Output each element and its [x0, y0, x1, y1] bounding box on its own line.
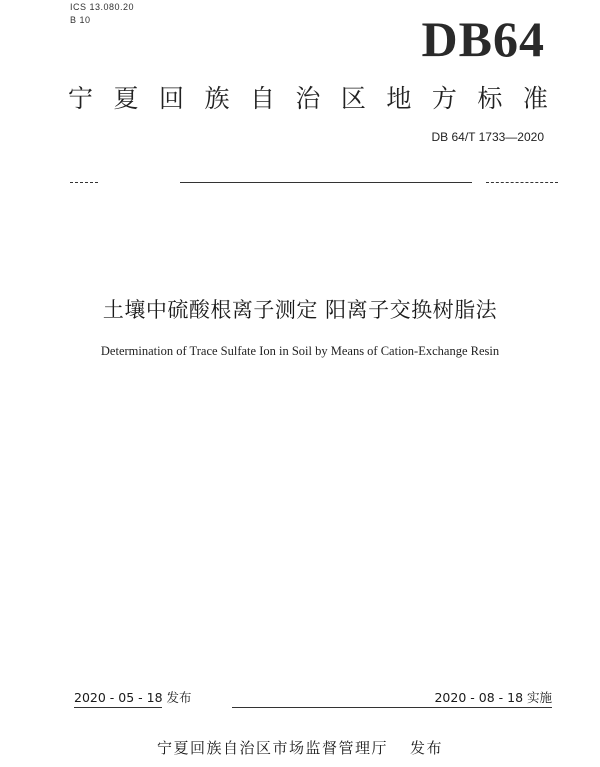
issuer-name: 宁夏回族自治区市场监督管理厅	[156, 739, 388, 757]
ccs-code: B 10	[70, 15, 91, 25]
issue-date: 2020 - 05 - 18 发布	[74, 690, 192, 705]
standard-type-char: 自	[249, 84, 275, 113]
standard-type-char: 族	[204, 84, 230, 113]
issuing-authority	[0, 737, 600, 758]
standard-type-char: 方	[431, 84, 457, 113]
header-divider-right	[486, 182, 558, 183]
header-divider-main	[180, 182, 472, 183]
db-standard-mark: DB64	[421, 11, 545, 67]
standard-number: DB 64/T 1733—2020	[431, 130, 544, 144]
standard-type-char: 宁	[68, 84, 94, 113]
standard-type-char: 地	[386, 84, 412, 113]
footer-divider-right	[232, 707, 552, 708]
standard-type-char: 准	[522, 84, 548, 113]
standard-type-char: 区	[340, 84, 366, 113]
standard-type-char: 治	[295, 84, 321, 113]
standard-type-heading	[68, 84, 548, 114]
ics-code: ICS 13.080.20	[70, 2, 135, 12]
footer-divider-left	[74, 707, 162, 708]
implementation-date: 2020 - 08 - 18 实施	[434, 690, 552, 705]
header-divider-left	[70, 182, 98, 183]
standard-type-char: 回	[158, 84, 184, 113]
standard-type-char: 夏	[113, 84, 139, 113]
document-title-english: Determination of Trace Sulfate Ion in Soil by Means of Cation-Exchange Resin	[100, 344, 500, 358]
document-title-chinese: 土壤中硫酸根离子测定 阳离子交换树脂法	[102, 298, 498, 322]
issue-word: 发布	[410, 739, 444, 757]
standard-type-char: 标	[477, 84, 503, 113]
